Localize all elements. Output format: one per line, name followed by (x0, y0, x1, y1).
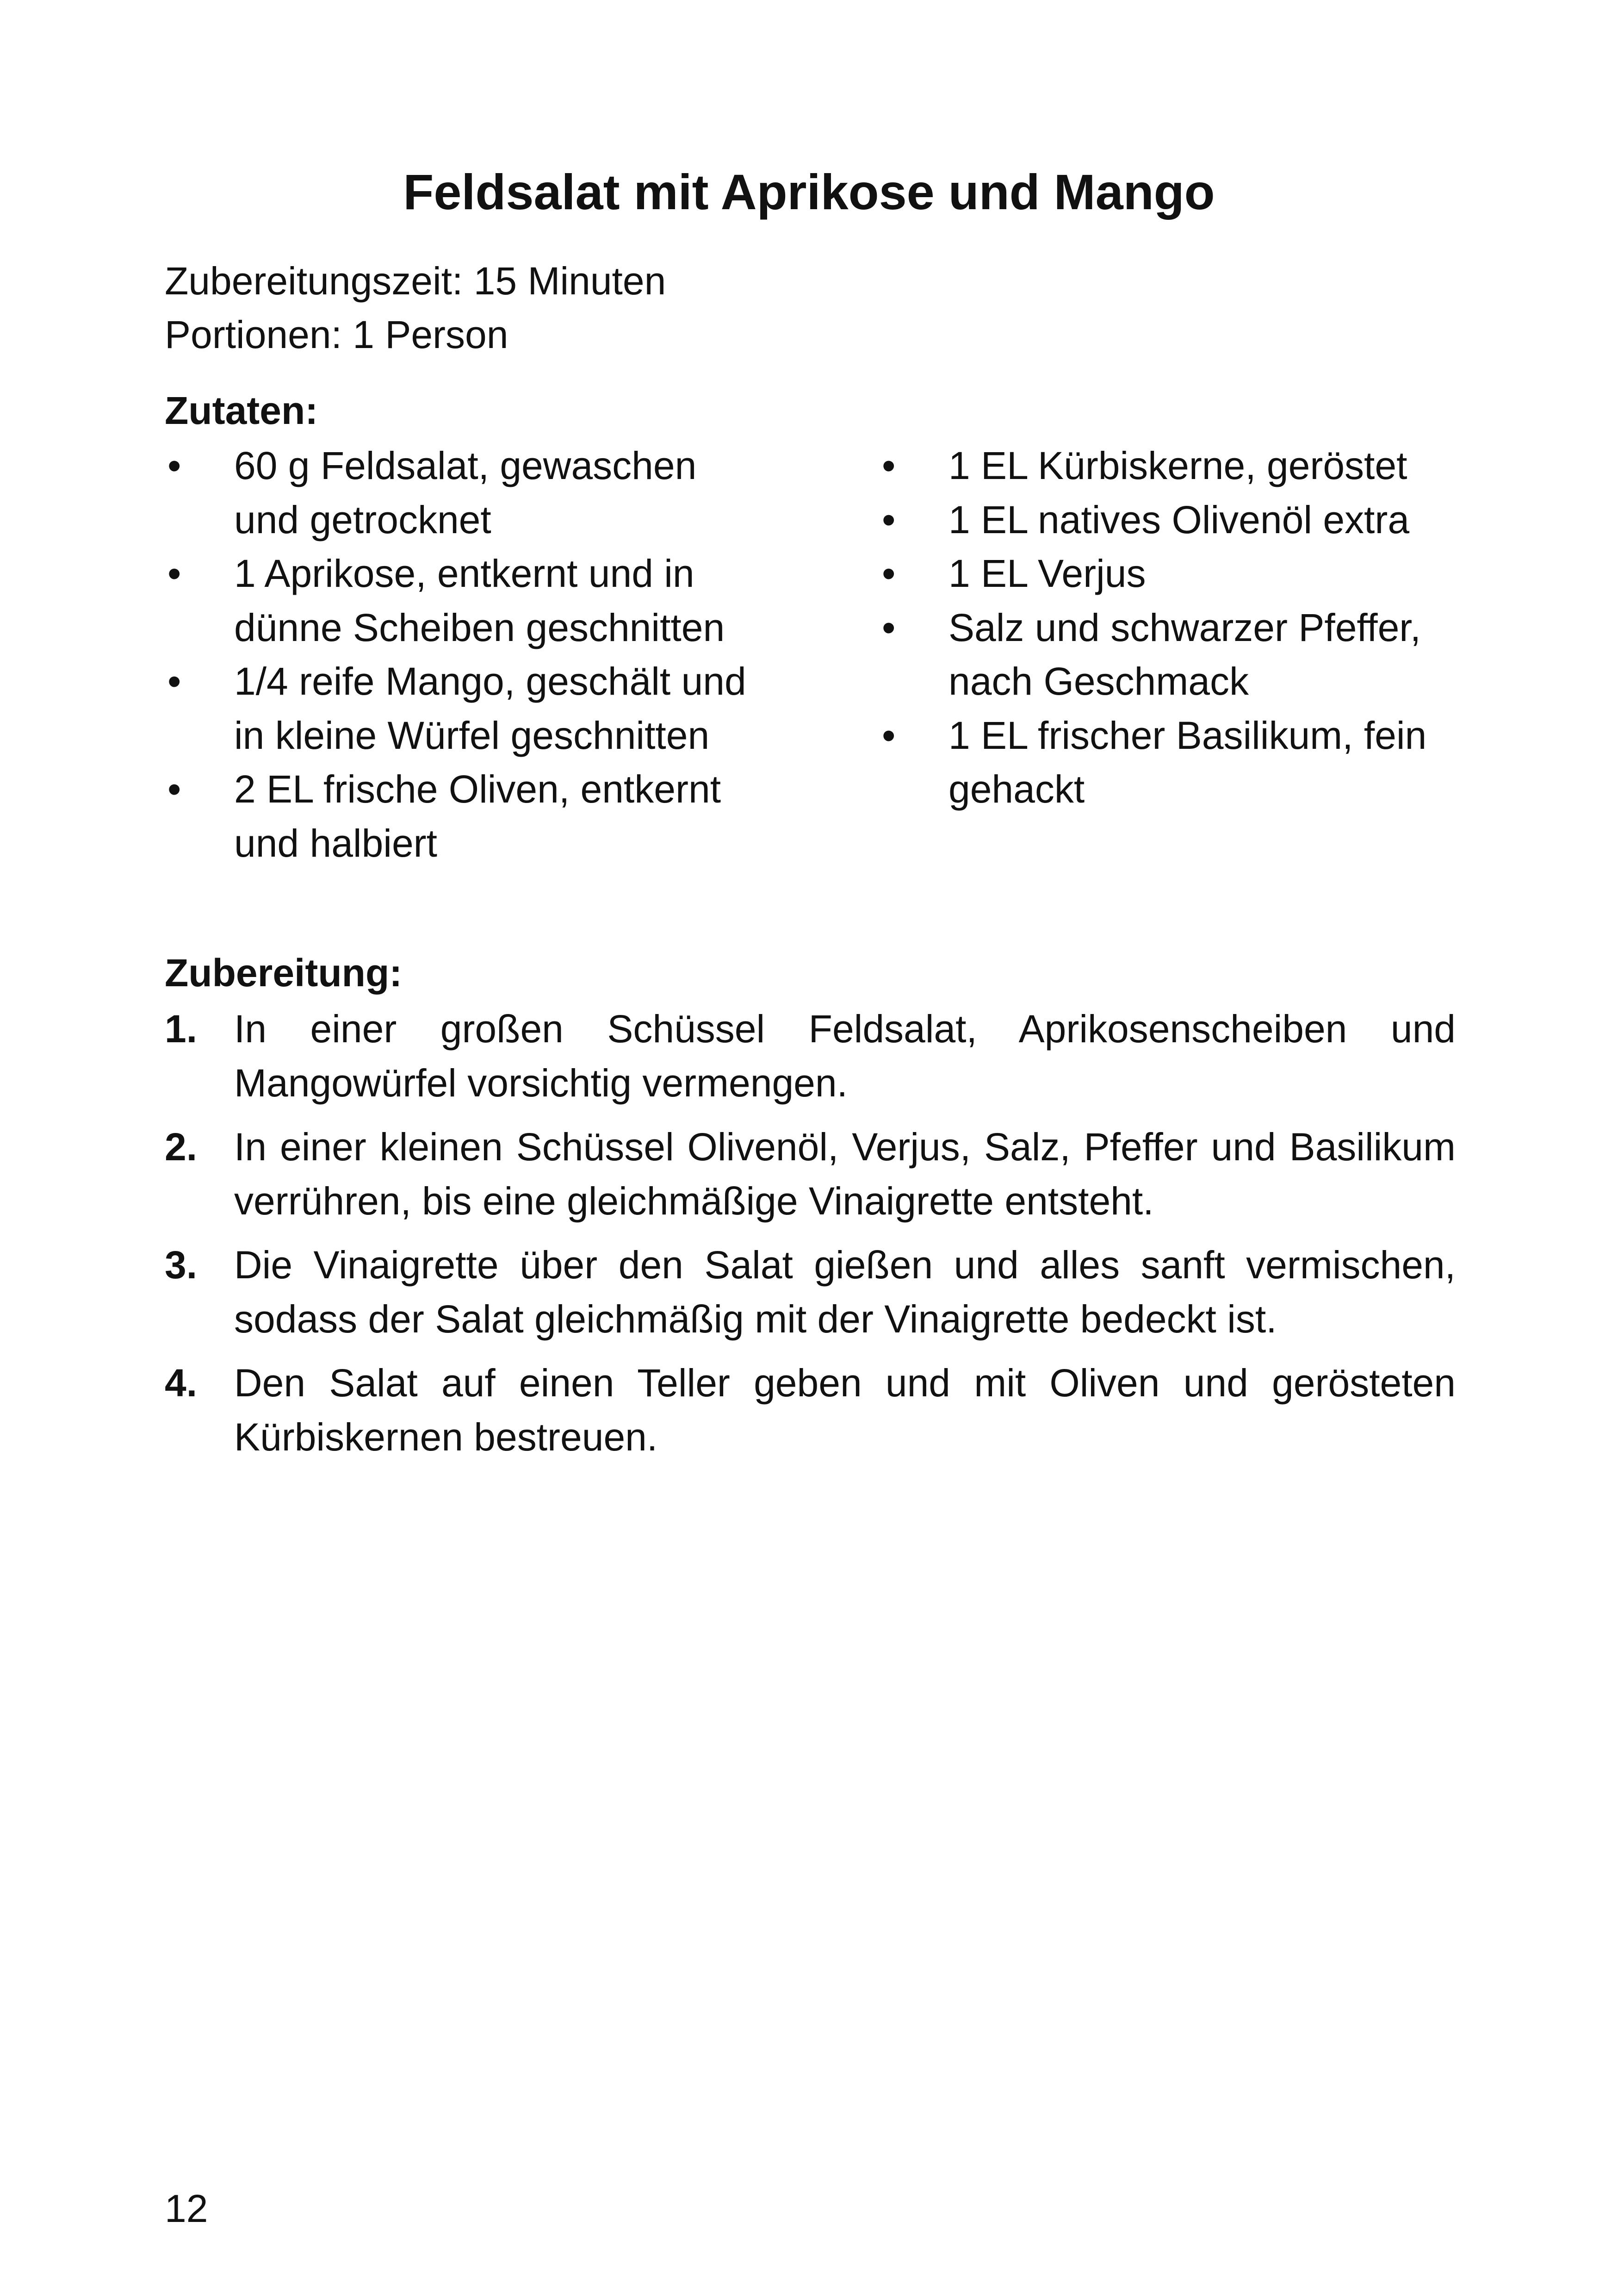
ingredient-item (165, 654, 766, 762)
bullet-icon: • (167, 552, 181, 595)
bullet-icon: • (882, 444, 896, 487)
step-text: Den Salat auf einen Teller geben und mit Oliven und gerösteten Kürbiskernen bestreuen. (234, 1361, 1456, 1459)
ingredient-text: 1 EL Kürbiskerne, geröstet (948, 444, 1407, 487)
ingredients-list-left (165, 439, 766, 870)
step-text: Die Vinaigrette über den Salat gießen und alles sanft vermischen, sodass der Salat gleichmäßig mit der Vinaigrette bedeckt ist. (234, 1243, 1456, 1341)
preparation-steps (165, 1002, 1456, 1474)
ingredient-text: 1 EL natives Olivenöl extra (948, 498, 1410, 541)
bullet-icon: • (882, 605, 896, 649)
step-text: In einer großen Schüssel Feldsalat, Aprikosenscheiben und Mangowürfel vorsichtig vermengen. (234, 1007, 1456, 1105)
prep-time: Zubereitungszeit: 15 Minuten (165, 259, 666, 303)
ingredient-text: 1 EL Verjus (948, 552, 1146, 595)
ingredient-item (165, 439, 766, 547)
step-item (165, 1120, 1456, 1228)
ingredient-item (879, 709, 1481, 816)
ingredient-text: 2 EL frische Oliven, entkernt und halbiert (234, 767, 721, 865)
bullet-icon: • (167, 767, 181, 811)
step-number: 2. (165, 1125, 198, 1169)
ingredient-text: 1/4 reife Mango, geschält und in kleine Würfel geschnitten (234, 660, 746, 757)
ingredient-item (165, 547, 766, 654)
recipe-title: Feldsalat mit Aprikose und Mango (403, 164, 1215, 220)
step-item (165, 1002, 1456, 1110)
bullet-icon: • (167, 660, 181, 703)
ingredient-item (879, 439, 1481, 493)
servings: Portionen: 1 Person (165, 313, 508, 356)
step-number: 1. (165, 1007, 198, 1051)
ingredients-list-right (879, 439, 1481, 816)
step-item (165, 1356, 1456, 1464)
page-number: 12 (165, 2187, 208, 2230)
bullet-icon: • (882, 713, 896, 757)
bullet-icon: • (167, 444, 181, 487)
ingredient-text: Salz und schwarzer Pfeffer, nach Geschmack (948, 605, 1421, 703)
ingredient-item (165, 762, 766, 870)
ingredient-text: 60 g Feldsalat, gewaschen und getrocknet (234, 444, 697, 541)
bullet-icon: • (882, 552, 896, 595)
ingredients-heading: Zutaten: (165, 389, 318, 432)
ingredient-item (879, 547, 1481, 601)
step-number: 3. (165, 1243, 198, 1287)
ingredient-item (879, 601, 1481, 709)
step-item (165, 1238, 1456, 1346)
step-text: In einer kleinen Schüssel Olivenöl, Verjus, Salz, Pfeffer und Basilikum verrühren, bis eine gleichmäßige Vinaigrette entsteht. (234, 1125, 1456, 1223)
step-number: 4. (165, 1361, 198, 1405)
preparation-heading: Zubereitung: (165, 951, 403, 995)
ingredient-text: 1 EL frischer Basilikum, fein gehackt (948, 713, 1427, 811)
ingredient-text: 1 Aprikose, entkernt und in dünne Scheiben geschnitten (234, 552, 725, 649)
ingredient-item (879, 493, 1481, 547)
bullet-icon: • (882, 498, 896, 541)
